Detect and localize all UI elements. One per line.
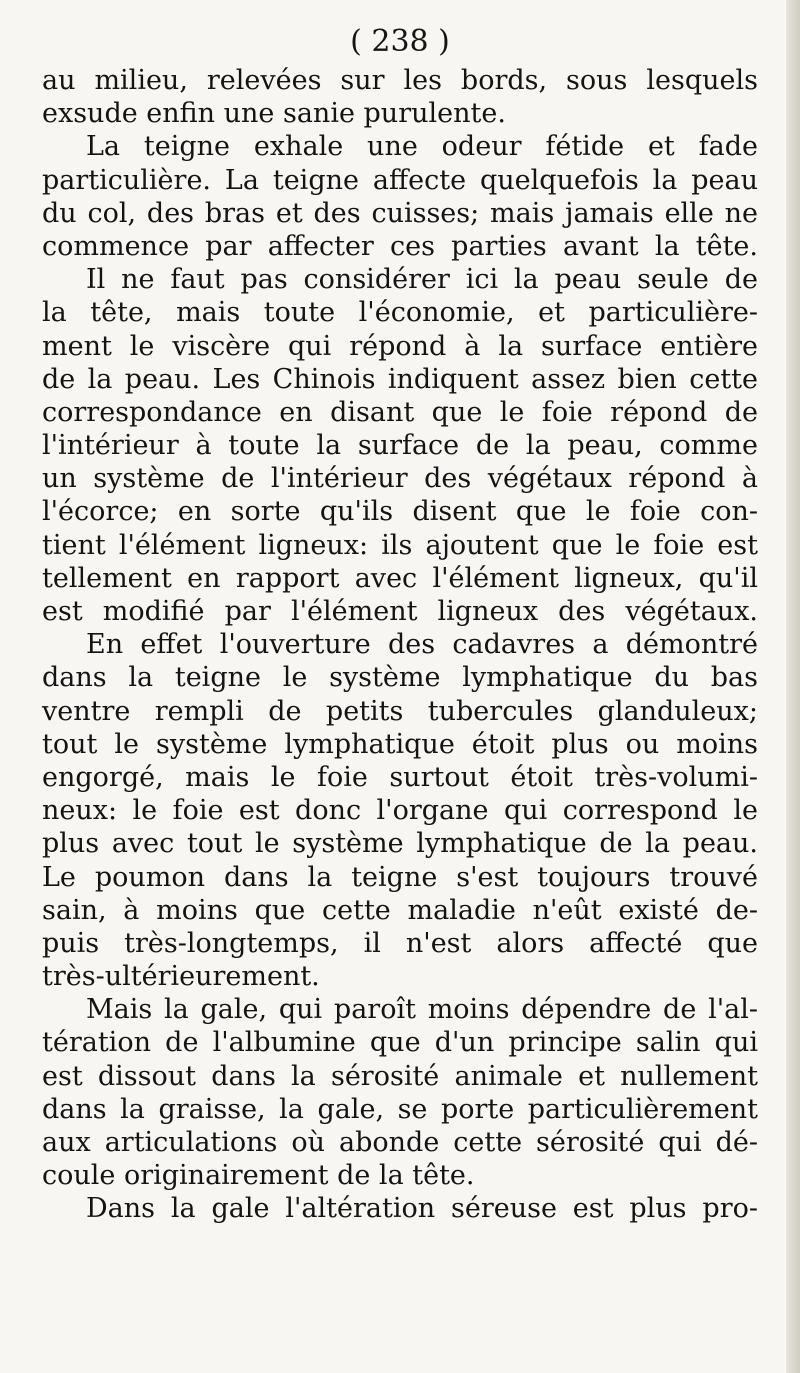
text-line: très-ultérieurement.	[42, 961, 320, 993]
body-text	[42, 64, 758, 1226]
text-line: exsude enfin une sanie purulente.	[42, 98, 506, 130]
text-line: plus avec tout le système lymphatique de la peau.	[42, 828, 758, 860]
text-line: aux articulations où abonde cette sérosité qui dé-	[42, 1127, 758, 1158]
text-line: un système de l'intérieur des végétaux répond à	[42, 463, 758, 495]
text-line: particulière. La teigne affecte quelquefois la peau	[42, 164, 758, 196]
page-number: ( 238 )	[350, 24, 450, 59]
text-line: au milieu, relevées sur les bords, sous lesquels	[42, 65, 758, 96]
page-edge-shadow	[786, 0, 800, 1373]
text-line: ventre rempli de petits tubercules glanduleux;	[42, 695, 758, 727]
text-line: Dans la gale l'altération séreuse est plus pro-	[86, 1193, 758, 1225]
text-line: est dissout dans la sérosité animale et nullement	[42, 1060, 758, 1092]
text-line: est modifié par l'élément ligneux des végétaux.	[42, 596, 758, 627]
text-line: la tête, mais toute l'économie, et particulière-	[42, 297, 758, 329]
text-line: dans la teigne le système lymphatique du bas	[42, 662, 758, 694]
text-line: correspondance en disant que le foie répond de	[42, 396, 758, 428]
text-line: Mais la gale, qui paroît moins dépendre de l'al-	[86, 994, 758, 1026]
text-line: tellement en rapport avec l'élément ligneux, qu'il	[42, 562, 758, 594]
text-line: l'écorce; en sorte qu'ils disent que le foie con-	[42, 496, 758, 528]
text-line: commence par affecter ces parties avant la tête.	[42, 230, 758, 262]
text-line: ment le viscère qui répond à la surface entière	[42, 330, 758, 362]
text-line: La teigne exhale une odeur fétide et fade	[86, 131, 758, 163]
text-line: En effet l'ouverture des cadavres a démontré	[86, 629, 758, 661]
text-line: tient l'élément ligneux: ils ajoutent que le foie est	[42, 529, 758, 561]
text-line: neux: le foie est donc l'organe qui correspond le	[42, 795, 758, 827]
text-line: puis très-longtemps, il n'est alors affecté que	[42, 927, 758, 959]
text-line: Il ne faut pas considérer ici la peau seule de	[86, 264, 758, 296]
text-line: Le poumon dans la teigne s'est toujours trouvé	[42, 861, 758, 893]
text-line: coule originairement de la tête.	[42, 1160, 475, 1192]
text-line: de la peau. Les Chinois indiquent assez bien cette	[42, 363, 758, 395]
text-line: tout le système lymphatique étoit plus ou moins	[42, 728, 758, 760]
text-line: sain, à moins que cette maladie n'eût existé de-	[42, 894, 758, 926]
text-line: du col, des bras et des cuisses; mais jamais elle ne	[42, 197, 758, 229]
text-line: dans la graisse, la gale, se porte particulièrement	[42, 1093, 758, 1125]
text-line: engorgé, mais le foie surtout étoit très-volumi-	[42, 761, 758, 793]
text-line: tération de l'albumine que d'un principe salin qui	[42, 1027, 758, 1059]
text-line: l'intérieur à toute la surface de la peau, comme	[42, 430, 758, 462]
